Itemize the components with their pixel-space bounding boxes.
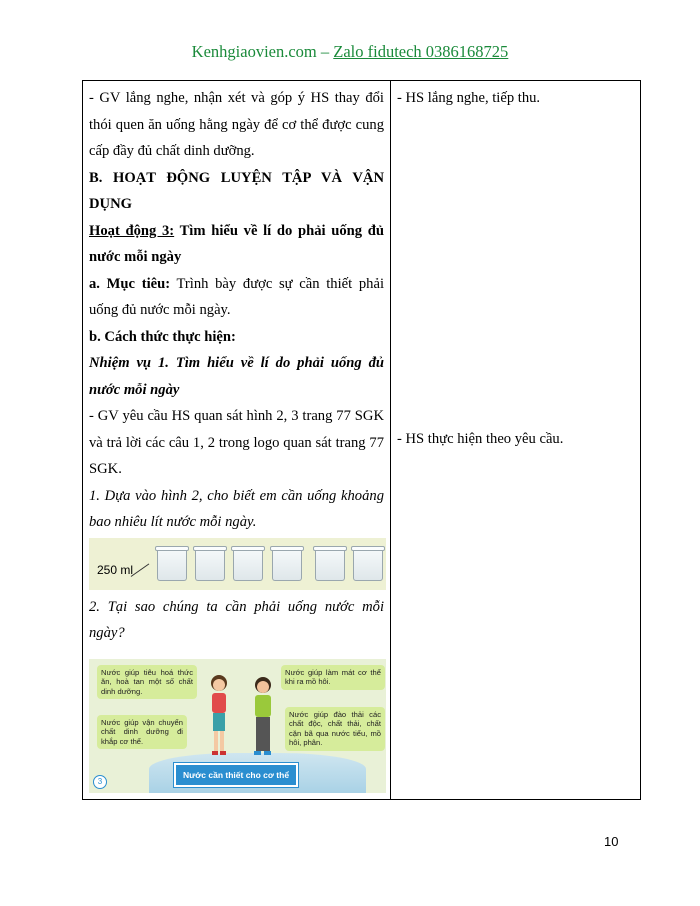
student-response-2: - HS thực hiện theo yêu cầu.: [397, 430, 564, 447]
zalo-link[interactable]: Zalo fidutech 0386168725: [333, 42, 509, 61]
header-dash: –: [316, 42, 334, 61]
water-glasses-figure: [89, 538, 386, 590]
bubble-excretion: Nước giúp đào thải các chất độc, chất thải, chất cặn bã qua nước tiểu, mồ hôi, phân.: [285, 707, 385, 751]
figure-number: 3: [93, 775, 107, 789]
glass-icon: [315, 546, 345, 581]
page-number: 10: [604, 834, 619, 849]
site-name: Kenhgiaovien.com: [191, 42, 317, 61]
question-2: 2. Tại sao chúng ta cần phải uống nước mỗi ngày?: [89, 598, 384, 641]
section-b-heading: B. HOẠT ĐỘNG LUYỆN TẬP VÀ VẬN DỤNG: [89, 169, 384, 212]
glass-icon: [195, 546, 225, 581]
student-response-1: - HS lắng nghe, tiếp thu.: [397, 90, 541, 106]
children-drinking-icon: [199, 671, 289, 761]
activity-heading: [89, 218, 384, 271]
teacher-column: [83, 81, 391, 800]
page-header: [0, 42, 700, 62]
water-benefits-figure: [89, 659, 386, 793]
glass-icon: [157, 546, 187, 581]
volume-label: 250 ml: [97, 563, 134, 577]
bubble-cooling: Nước giúp làm mát cơ thể khi ra mồ hôi.: [281, 665, 385, 690]
label-pointer: [131, 563, 150, 576]
task-heading: Nhiệm vụ 1. Tìm hiểu về lí do phải uống đủ nước mỗi ngày: [89, 355, 384, 398]
teacher-instruction: - GV yêu cầu HS quan sát hình 2, 3 trang 77 SGK và trả lời các câu 1, 2 trong logo quan sát trang 77 SGK.: [89, 408, 384, 477]
activity-title: Tìm hiểu về lí do phải uống đủ nước mỗi ngày: [89, 222, 384, 265]
student-column: [391, 81, 641, 800]
objective-text: Trình bày được sự cần thiết phải uống đủ nước mỗi ngày.: [89, 275, 385, 318]
glass-icon: [233, 546, 263, 581]
method-heading: b. Cách thức thực hiện:: [89, 328, 236, 345]
objective: [89, 271, 384, 324]
glass-icon: [272, 546, 302, 581]
activity-label: Hoạt động 3:: [89, 222, 175, 239]
lesson-table: [82, 80, 641, 800]
bubble-digestion: Nước giúp tiêu hoá thức ăn, hoà tan một số chất dinh dưỡng.: [97, 665, 197, 700]
figure-banner: Nước cần thiết cho cơ thể: [174, 763, 298, 787]
teacher-feedback: - GV lắng nghe, nhận xét và góp ý HS thay đổi thói quen ăn uống hằng ngày để cơ thể được cung cấp đầy đủ chất dinh dưỡng.: [89, 90, 384, 159]
bubble-transport: Nước giúp vận chuyển chất dinh dưỡng đi khắp cơ thể.: [97, 715, 187, 750]
objective-label: a. Mục tiêu:: [89, 275, 171, 292]
spacer: [397, 112, 634, 426]
glass-icon: [353, 546, 383, 581]
question-1: 1. Dựa vào hình 2, cho biết em cần uống khoảng bao nhiêu lít nước mỗi ngày.: [89, 487, 384, 530]
